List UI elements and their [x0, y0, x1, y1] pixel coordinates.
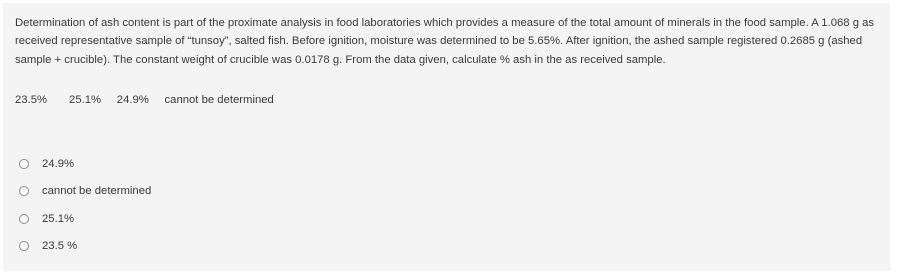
inline-option: cannot be determined [164, 94, 274, 106]
choice-label: 24.9% [42, 157, 75, 170]
choice-label: cannot be determined [42, 185, 152, 198]
answer-choice[interactable] [19, 178, 151, 206]
choice-label: 23.5 % [42, 240, 78, 253]
radio-button[interactable] [19, 214, 29, 224]
answer-choices [19, 150, 151, 260]
question-text: Determination of ash content is part of the proximate analysis in food laboratories which provides a measure of the total amount of minerals in the food sample. A 1.068 g as received representative sample of “tunsoy”, salted fish. Before ignition, moisture was determined to be 5.65%. After ignition, the ashed sample registered 0.2685 g (ashed sample + crucible). The constant weight of crucible was 0.0178 g. From the data given, calculate % ash in the as received sample. [15, 17, 875, 66]
answer-choice[interactable] [19, 205, 151, 233]
radio-button[interactable] [19, 159, 29, 169]
answer-choice[interactable] [19, 233, 151, 261]
question-card [3, 3, 890, 271]
inline-option: 23.5% [15, 94, 48, 106]
inline-option: 25.1% [69, 94, 102, 106]
answer-choice[interactable] [19, 150, 151, 178]
choice-label: 25.1% [42, 212, 75, 225]
radio-button[interactable] [19, 186, 29, 196]
radio-button[interactable] [19, 241, 29, 251]
inline-option: 24.9% [116, 94, 149, 106]
inline-option-list [15, 94, 274, 106]
